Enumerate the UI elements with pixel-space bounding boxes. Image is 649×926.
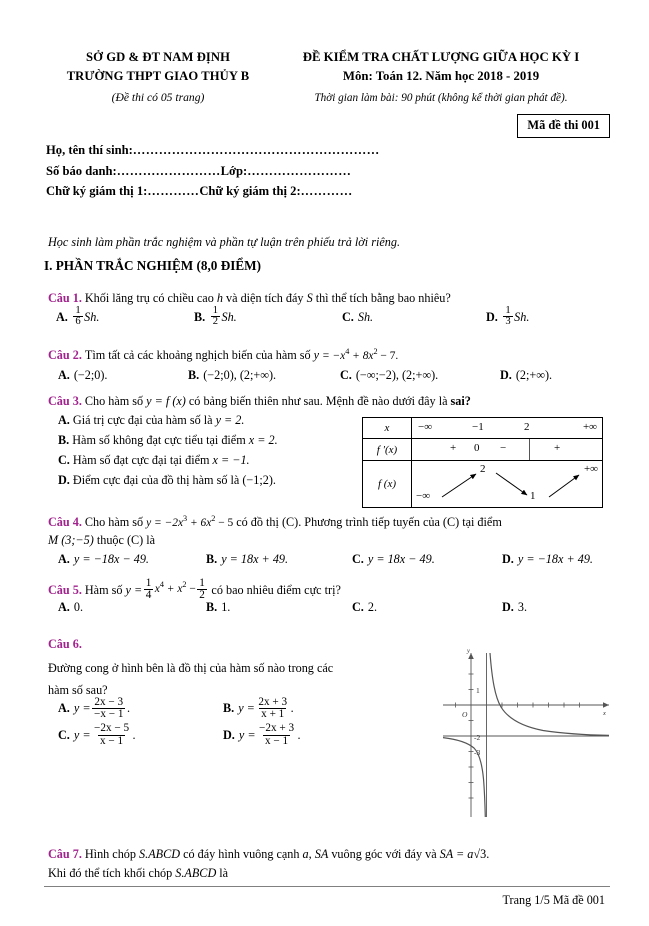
instruction-note: Học sinh làm phần trắc nghiệm và phần tự luận trên phiếu trả lời riêng. [48,235,401,249]
page-count-note: (Đề thi có 05 trang) [111,91,205,104]
question-5-label: Câu 5. [48,582,82,597]
option-4-D[interactable]: D. y = −18x + 49. [502,552,593,566]
variation-row-label-f: f (x) [363,461,412,507]
x-axis-arrow [603,702,609,708]
option-2-C[interactable]: C. (−∞;−2), (2;+∞). [340,368,439,382]
department-name: SỞ GD & ĐT NAM ĐỊNH [85,50,231,64]
option-1-A[interactable]: A. $\frac{1}{6}$ Sh. [56,304,100,328]
proctor1-input[interactable]: ………… [147,184,200,198]
subject-line: Môn: Toán 12. Năm học 2018 - 2019 [342,69,540,83]
option-2-D[interactable]: D. (2;+∞). [500,368,553,382]
candidate-fields [46,143,516,205]
candidate-sbd-row [46,164,516,179]
footer-divider [44,886,610,887]
exam-title: ĐỀ KIỂM TRA CHẤT LƯỢNG GIỮA HỌC KỲ I [302,50,580,64]
question-2-label: Câu 2. [48,348,82,362]
variation-table-row-f [363,461,602,507]
option-4-A[interactable]: A. y = −18x − 49. [58,552,149,566]
option-3-D[interactable]: D. Điểm cực đại của đồ thị hàm số là (−1;2). [58,473,276,487]
question-1 [48,290,610,306]
class-label: Lớp: [220,163,248,178]
option-3-C[interactable]: C. Hàm số đạt cực đại tại điểm x = −1. [58,453,250,467]
option-5-A[interactable]: A. 0. [58,600,83,614]
fraction: $\frac{1}{3}$ [505,304,511,328]
question-7-stem-line1: Hình chóp S.ABCD có đáy hình vuông cạnh a, SA vuông góc với đáy và SA = a√3. [84,847,490,861]
proctor1-label: Chữ ký giám thị 1: [46,184,148,198]
question-4-label: Câu 4. [48,515,82,529]
proctor2-label: Chữ ký giám thị 2: [199,184,301,198]
fraction: $\frac{1}{4}$ [145,576,152,601]
question-1-label: Câu 1. [48,291,82,305]
option-6-C[interactable]: C. y = $\frac{-2x - 5}{x - 1}$ . [58,722,136,747]
section-title: I. PHẦN TRẮC NGHIỆM (8,0 ĐIỂM) [44,258,261,273]
fraction: $\frac{1}{2}$ [212,304,218,328]
question-6-graph [443,645,615,817]
variation-table-row-x [363,418,602,439]
time-note: Thời gian làm bài: 90 phút (không kể thời gian phát đề). [314,92,568,104]
fraction: $\frac{2x + 3}{x + 1}$ [258,695,288,720]
class-input[interactable]: …………………… [247,163,352,178]
option-3-B[interactable]: B. Hàm số không đạt cực tiểu tại điểm x = 2. [58,433,278,447]
option-1-C[interactable]: C. Sh. [342,309,374,324]
footer-page-info: Trang 1/5 Mã đề 001 [502,893,605,907]
y-tick-label-neg3: -3 [474,748,481,757]
fraction: $\frac{-2x - 5}{x - 1}$ [94,722,130,747]
candidate-name-input[interactable]: ………………………………………………… [132,143,380,157]
question-5-options [58,600,610,615]
question-3-stem: Cho hàm số y = f (x) có bảng biến thiên như sau. Mệnh đề nào dưới đây là sai? [84,394,471,408]
variation-row-label-fprime: f ′(x) [363,439,412,460]
curve-branch-right [490,653,609,735]
variation-f-values: −∞ 2 1 +∞ [412,461,602,507]
option-5-C[interactable]: C. 2. [352,600,377,614]
option-6-A[interactable]: A. y = $\frac{2x - 3}{-x - 1}$ . [58,695,130,720]
variation-row-label-x: x [363,418,412,438]
fraction: $\frac{-2x + 3}{x - 1}$ [259,722,295,747]
option-2-B[interactable]: B. (−2;0), (2;+∞). [188,368,277,382]
question-4 [48,514,610,531]
question-4-stem-line2: M (3;−5) thuộc (C) là [48,533,156,547]
fraction: $\frac{1}{2}$ [199,576,205,601]
question-6-label: Câu 6. [48,637,82,651]
option-3-A[interactable]: A. Giá trị cực đại của hàm số là y = 2. [58,413,245,427]
question-2-options [58,368,610,383]
option-6-B[interactable]: B. y = $\frac{2x + 3}{x + 1}$ . [223,695,294,720]
option-1-B[interactable]: B. $\frac{1}{2}$ Sh. [194,304,237,328]
school-name: TRƯỜNG THPT GIAO THỦY B [66,69,250,83]
variation-discontinuity-bar [529,439,530,460]
question-4-stem: Cho hàm số $y = -2x^3 + 6x^2 - 5$ có đồ thị (C). Phương trình tiếp tuyến của (C) tại điểm [84,514,502,529]
candidate-name-row [46,143,516,158]
question-1-stem: Khối lăng trụ có chiều cao h và diện tích đáy S thì thể tích bằng bao nhiêu? [84,291,451,305]
option-1-D[interactable]: D. $\frac{1}{3}$ Sh. [486,304,530,328]
question-7-stem-line2: Khi đó thể tích khối chóp S.ABCD là [48,866,229,880]
fraction: $\frac{1}{6}$ [75,304,81,328]
question-3-options [58,413,358,488]
option-2-A[interactable]: A. (−2;0). [58,368,108,382]
question-6-options [58,697,448,748]
exam-code-box: Mã đề thi 001 [517,114,610,138]
variation-x-values: −∞ −1 2 +∞ [418,421,597,433]
question-6-stem: Đường cong ở hình bên là đồ thị của hàm số nào trong các hàm số sau? [48,661,334,698]
option-4-C[interactable]: C. y = 18x − 49. [352,552,435,566]
x-axis-label: x [603,710,606,717]
hyperbola-plot [443,645,615,817]
sbd-label: Số báo danh: [46,163,117,178]
variation-table-row-derivative [363,439,602,461]
question-2-stem: Tìm tất cả các khoảng nghịch biến của hàm số $y = -x^4 + 8x^2 - 7$. [84,347,399,362]
question-3 [48,393,610,409]
option-6-D[interactable]: D. y = $\frac{-2x + 3}{x - 1}$ . [223,722,301,747]
origin-label: O [462,710,468,719]
fraction: $\frac{2x - 3}{-x - 1}$ [94,695,124,720]
question-6 [48,636,85,652]
variation-arrows [412,461,601,507]
question-4-options [58,552,610,567]
question-2 [48,347,610,364]
variation-derivative-signs: + 0 − + [412,439,602,460]
candidate-name-label: Họ, tên thí sinh: [46,143,133,157]
proctor-signature-row [46,184,516,199]
sbd-input[interactable]: …………………… [116,163,221,178]
question-1-options [56,306,610,329]
option-5-B[interactable]: B. 1. [206,600,231,614]
question-3-label: Câu 3. [48,394,82,408]
document-header [44,50,610,132]
y-axis-label: y [467,647,470,655]
option-5-D[interactable]: D. 3. [502,600,527,614]
question-5: Câu 5. Hàm số y = $\frac{1}{4}$ $x^4 + x^2$ − $\frac{1}{2}$ có bao nhiêu điểm cực trị? [48,576,341,601]
option-4-B[interactable]: B. y = 18x + 49. [206,552,289,566]
question-7 [48,846,610,862]
proctor2-input[interactable]: ………… [300,184,353,198]
y-tick-label-neg2: -2 [474,733,481,742]
question-7-label: Câu 7. [48,847,82,861]
variation-table [362,417,603,508]
y-tick-label-1: 1 [476,686,480,695]
